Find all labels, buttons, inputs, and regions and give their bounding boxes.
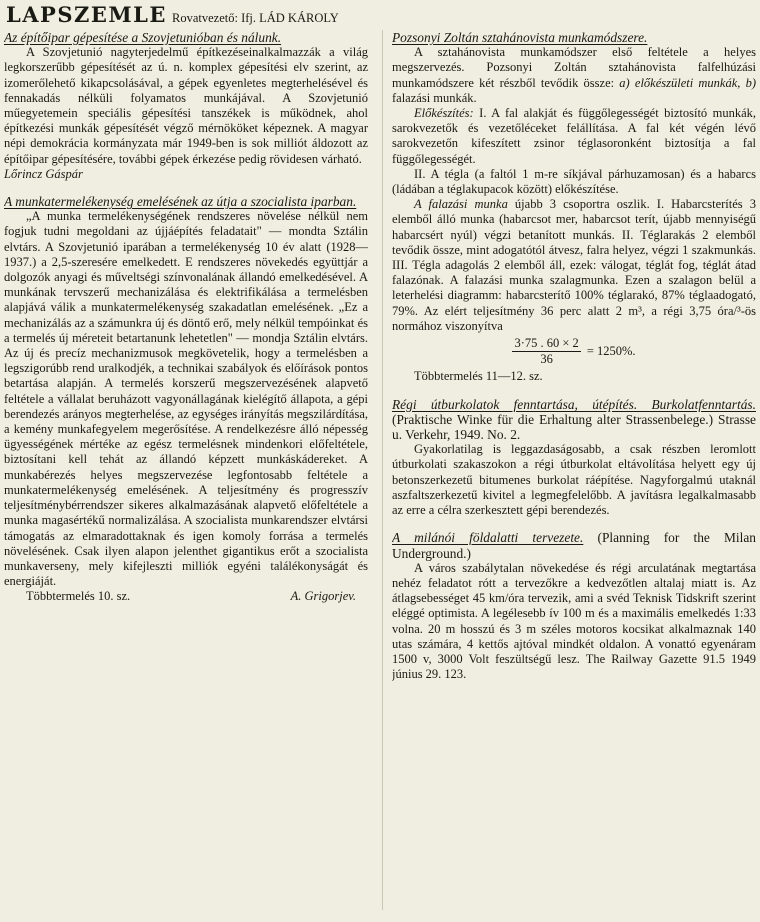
article-body (392, 106, 756, 167)
title-text: A milánói földalatti tervezete. (392, 530, 584, 546)
article-mechanization (4, 30, 368, 182)
column-divider (382, 30, 383, 910)
article-footer (4, 589, 368, 604)
formula-fraction (512, 336, 580, 367)
section-title: LAPSZEMLE (6, 2, 167, 27)
performance-formula (392, 336, 756, 367)
article-body (392, 197, 756, 334)
article-source: Többtermelés 10. sz. (26, 589, 131, 604)
body-em: a) előkészületi munkák, b) (619, 75, 756, 90)
article-milan-underground (392, 530, 756, 682)
formula-numerator: 3·75 . 60 × 2 (512, 336, 580, 352)
title-text: Régi útburkolatok fenntartása, útépítés. Burkolatfenntartás. (392, 396, 756, 412)
article-body: „A munka termelékenységének rendszeres növelése nélkül nem fogjuk tudni megoldani az újjáépítés feladatait" — mondta Sztálin elvtárs. A Szovjetunió iparában a termelékenység 10 év alatt (1928—1937.) a 2,5-szeresére emelkedett. E rendszeres növekedés együttjár a dolgozók anyagi és műveltségi színvonalának állandó emelkedésével. A munkának tervszerű mechanizálása és elektrifikálása a termelésben alapjává válik a munkatermelékenység szakadatlan emelésének. „Ez a mechanizálás az a számunkra új és döntő erő, mely nélkül tempóinkat és a termelés új méreteit betartanunk lehetetlen" — mondja Sztálin elvtárs. Az új és precíz mechanizmusok megkövetelik, hogy a termelésben a legszigorúbb rend uralkodjék, a technikai szabályok és előírások pontos betartása alapján. A termelés korszerű megszervezésének alapvető feltétele a vállalat beruházott vagyonállagának kielégítő állapota, a gépi berendezés arányos megterhelése, az egységes irányítás megszilárdítása, a kemény munkafegyelem megerősítése. A rendelkezésre álló népesség ügyességének mértéke az egész termelésnek mindenkori előfeltétele, biztosítani kell tehát az állandó képzett munkáskádereket. A munkabérezés helyes megszervezése legfontosabb feltétele a munkatermelékenység emelésének. A teljesítmény és progresszív teljesítménybérrendszer sikeres alkalmazásának alapvető előfeltétele a munka magasértékű normalizálása. A szocialista munkarendszer elvtársi támogatás az elmaradottaknak és igen komoly forrása a termelés növelésének. Csak ilyen alapon jelenthet gigantikus erőt a szocialista munkaverseny, mely kifejleszti milliók egyéni találékonyságát és energiáját. (4, 209, 368, 589)
section-header (6, 2, 754, 28)
article-author: A. Grigorjev. (290, 589, 356, 604)
article-title (392, 530, 756, 560)
body-text: falazási munkák. (392, 90, 477, 105)
formula-denominator: 36 (540, 352, 553, 367)
article-body: Gyakorlatilag is leggazdaságosabb, a csak részben leromlott útburkolati szakaszokon a régi útburkolat eltávolítása helyett egy új betonszerkezetű bitumenes burkolat ráépítése. Nagyforgalmú utaknál aszfaltszerkezetű kivitel a legmegfelelőbb. A javításra legalkalmasabb az erre a célra szerkesztett gépi berendezés. (392, 442, 756, 518)
formula-result: = 1250%. (586, 344, 636, 359)
section-editor: Rovatvezető: Ifj. LÁD KÁROLY (172, 11, 339, 25)
right-column (392, 30, 756, 920)
article-road-maintenance (392, 397, 756, 519)
article-productivity (4, 194, 368, 604)
body-text: A sztahánovista munkamódszer első feltétele a helyes megszervezés. Pozsonyi Zoltán sztahánovista falfelhúzási munkamódszere két részből tevődik össze: (392, 45, 756, 90)
body-label: A falazási munka (414, 197, 508, 212)
article-source: Többtermelés 11—12. sz. (414, 369, 543, 384)
article-title: Pozsonyi Zoltán sztahánovista munkamódszere. (392, 30, 648, 45)
article-title: Az építőipar gépesítése a Szovjetunióban és nálunk. (4, 30, 282, 45)
article-title: A munkatermelékenység emelésének az útja a szocialista iparban. (4, 194, 357, 210)
body-label: Előkészítés: (414, 106, 474, 121)
title-tail: (Planning for the Milan Underground.) (392, 530, 756, 561)
article-title (392, 397, 756, 443)
article-body: II. A tégla (a faltól 1 m-re síkjával párhuzamosan) és a habarcs (ládában a téglakupacok között) előkészítése. (392, 166, 756, 197)
left-column (4, 30, 368, 920)
article-body (392, 45, 756, 106)
article-stakhanovite (392, 30, 756, 385)
article-author: Lőrincz Gáspár (4, 166, 83, 181)
article-body: A város szabálytalan növekedése és régi arculatának megtartása nehéz feladatot rótt a tervezőkre a kedvezőtlen altalaj miatt is. Az átlagsebességet 45 km/óra tervezik, ami a svéd Teknisk Tidskrift szerint eléggé optimista. A legélesebb ív 100 m és a maximális emelkedés 1:33 volna. 20 m hosszú és 3 m széles motoros kocsikat alkalmaznak 140 utas számára, 4 kettős ajtóval mindkét oldalon. A vonattó egyenáram 1500 v, 3000 Volt feszültségű lesz. The Railway Gazette 91.5 1949 június 29. 123. (392, 560, 756, 682)
title-tail: (Praktische Winke für die Erhaltung alter Strassenbelege.) Strasse u. Verkehr, 1949. No. 2. (392, 411, 756, 443)
article-body: A Szovjetunió nagyterjedelmű építkezéseinalkalmazzák a világ legkorszerűbb gépesítését az ú. n. komplex gépesítési elv szerint, az izomerőlehető kikapcsolásával, a gépek egyenletes megterhelésével és fennakadás nélküli folyamatos munkájával. A Szovjetunió műegyetemein speciális gépesítési tanszékek is működnek, ahol építkezési munkák gépesítését végző mérnököket képeznek. A magyar népi demokrácia kormányzata már 1949-ben is sok milliót áldozott az építőipar gépesítésére, további gépek érkezése pedig rövidesen várható. (4, 45, 368, 166)
body-text: I. A fal alakját és függőlegességét biztosító munkák, sarokvezetők és vezetőléceket felállítása. A fal két végén lévő sarokvezetőn kifeszített zsinor téglasoronként biztosítja a fal függőlegességét. (392, 106, 756, 166)
body-text: újabb 3 csoportra oszlik. I. Habarcsterítés 3 elemből álló munka (habarcsot mer, habarcsot terít, újabb mennyiségű habarcsért nyúl) végzi betanított munkás. II. Téglarakás 2 elemből tevődik össze, mint adogatótól átvesz, falra helyez, végzi 1 szakmunkás. III. Tégla adagolás 2 elemből áll, ezek: válogat, téglát fog, téglát átad falazónak. A falazási munka szalagmunka. Ezen a szalagon belül a leterhelési diagramm: habarcsterítő 100% téglarakó, 87% téglaadogató, 79%. Az elért teljesítmény 36 perc alatt 2 m³, a régi 3,75 óra/³-ös normához viszonyítva (392, 197, 756, 333)
